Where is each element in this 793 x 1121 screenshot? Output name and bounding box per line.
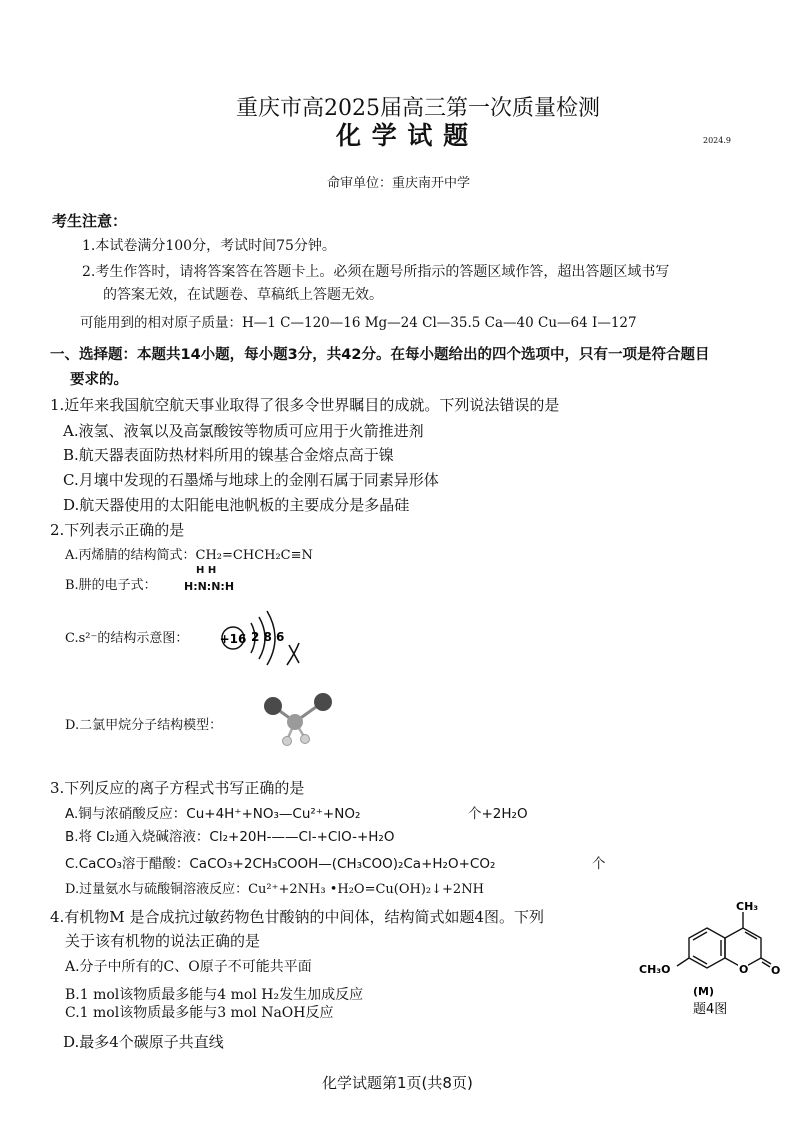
notice-item-2-cont: 的答案无效，在试题卷、草稿纸上答题无效。: [103, 287, 383, 303]
nucleus-charge: +16: [219, 632, 247, 646]
subject-title: 化 学 试 题: [336, 121, 470, 150]
q2-stem: 2.下列表示正确的是: [50, 521, 185, 539]
q1-option-d: D.航天器使用的太阳能电池帆板的主要成分是多晶硅: [63, 496, 410, 514]
q2-option-b: B.肼的电子式：: [65, 578, 157, 593]
exam-date: 2024.9: [703, 136, 731, 145]
compound-label: (M): [693, 985, 715, 998]
q2-option-d: D.二氯甲烷分子结构模型：: [65, 718, 223, 733]
q2-option-a: A.丙烯腈的结构简式：CH₂=CHCH₂C≡N: [65, 548, 313, 563]
carbonyl-oxygen-label: O: [771, 964, 781, 977]
q1-option-c: C.月壤中发现的石墨烯与地球上的金刚石属于同素异形体: [63, 471, 439, 489]
hydrazine-formula: H:N:N:H: [184, 580, 235, 593]
q3-option-d: D.过量氨水与硫酸铜溶液反应：Cu²⁺+2NH₃ •H₂O=Cu(OH)₂↓+2NH: [65, 882, 484, 897]
q4-stem: 4.有机物M 是合成抗过敏药物色甘酸钠的中间体，结构简式如题4图。下列: [50, 908, 544, 926]
chlorine-atom-right: [314, 693, 332, 711]
figure-caption: 题4图: [693, 1002, 728, 1017]
q4-option-d: D.最多4个碳原子共直线: [63, 1033, 224, 1051]
section-heading: 一、选择题：本题共14小题，每小题3分，共42分。在每小题给出的四个选项中，只有一项是符合题目: [50, 347, 710, 363]
q1-option-a: A.液氢、液氧以及高氯酸铵等物质可应用于火箭推进剂: [63, 422, 424, 440]
benzene-ring: [689, 928, 725, 968]
page-footer: 化学试题第1页(共8页): [322, 1074, 473, 1092]
hydrazine-formula-top: H H: [196, 565, 217, 576]
q3-option-c: C.CaCO₃溶于醋酸：CaCO₃+2CH₃COOH—(CH₃COO)₂Ca+H₂O+CO₂: [65, 856, 496, 872]
q3-option-a-tail: 个+2H₂O: [468, 806, 528, 822]
notice-item-1: 1.本试卷满分100分，考试时间75分钟。: [82, 238, 336, 254]
q4-option-b: B.1 mol该物质最多能与4 mol H₂发生加成反应: [65, 987, 364, 1003]
electron-counts: 2 8 6: [251, 630, 285, 644]
q2-option-c: C.s²⁻的结构示意图：: [65, 631, 189, 646]
q3-option-b: B.将 Cl₂通入烧碱溶液：Cl₂+20H-——Cl-+ClO-+H₂O: [65, 829, 395, 845]
section-heading-cont: 要求的。: [70, 372, 128, 388]
sulfur-ion-structure-diagram: [215, 605, 315, 670]
ring-oxygen-label: O: [739, 963, 749, 976]
methoxy-label: CH₃O: [639, 963, 671, 976]
q4-stem-cont: 关于该有机物的说法正确的是: [65, 932, 261, 950]
notice-heading: 考生注意：: [52, 212, 128, 230]
atomic-masses: 可能用到的相对原子质量：H—1 C—120—16 Mg—24 Cl—35.5 Ca—40 Cu—64 I—127: [80, 315, 637, 331]
q3-option-a: A.铜与浓硝酸反应：Cu+4H⁺+NO₃—Cu²⁺+NO₂: [65, 806, 361, 822]
chlorine-atom-left: [264, 697, 282, 715]
q4-option-c: C.1 mol该物质最多能与3 mol NaOH反应: [65, 1005, 334, 1021]
q3-option-c-tail: 个: [592, 856, 606, 872]
q1-stem: 1.近年来我国航空航天事业取得了很多令世界瞩目的成就。下列说法错误的是: [50, 396, 560, 414]
exam-title: 重庆市高2025届高三第一次质量检测: [236, 96, 600, 121]
carbon-atom: [287, 714, 303, 730]
notice-item-2: 2.考生作答时，请将答案答在答题卡上。必须在题号所指示的答题区域作答，超出答题区域书写: [82, 264, 670, 280]
hydrogen-atom-1: [283, 737, 292, 746]
handwritten-x-mark: [287, 643, 299, 665]
hydrogen-atom-2: [301, 735, 310, 744]
q4-option-a: A.分子中所有的C、O原子不可能共平面: [65, 959, 312, 975]
q3-stem: 3.下列反应的离子方程式书写正确的是: [50, 779, 305, 797]
methyl-label: CH₃: [736, 900, 759, 913]
q1-option-b: B.航天器表面防热材料所用的镍基合金熔点高于镍: [63, 446, 394, 464]
coumarin-structure-figure: [635, 898, 785, 1023]
dichloromethane-ball-stick-model: [255, 688, 340, 754]
issuer: 命审单位：重庆南开中学: [327, 176, 471, 191]
